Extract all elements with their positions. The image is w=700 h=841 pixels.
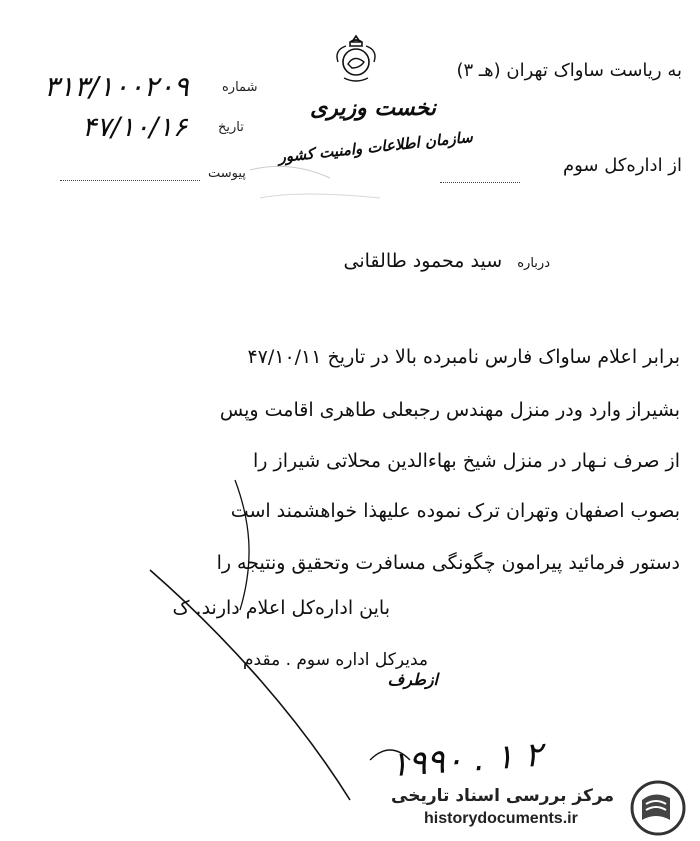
book-pages-logo-icon: [626, 778, 690, 838]
lion-and-sun-crest-icon: [330, 32, 382, 88]
from-text: از اداره‌کل سوم: [562, 155, 682, 176]
attachment-label: [208, 166, 246, 181]
watermark-title: مرکز بررسی اسناد تاریخی: [391, 786, 614, 806]
date-label-text: تاریخ: [218, 120, 244, 135]
body-line-6: باین اداره‌کل اعلام دارند. ک: [172, 597, 390, 619]
number-value-text: ۳۱۳/۱۰۰۲۰۹: [44, 70, 189, 103]
date-value-text: ۴۷/۱۰/۱۶: [82, 112, 188, 143]
org-sub-text: سازمان اطلاعات وامنیت کشور: [277, 127, 474, 167]
body-line-4: بصوب اصفهان وتهران ترک نموده علیهذا خواهشمند است: [230, 500, 680, 522]
org-name-text: نخست وزیری: [310, 96, 436, 121]
body-line-1: برابر اعلام ساواک فارس نامبرده بالا در تاریخ ۴۷/۱۰/۱۱: [247, 346, 680, 368]
date-label: [218, 120, 244, 135]
addressee-text: به ریاست ساواک تهران (هـ ۳): [456, 60, 682, 81]
attachment-underline: [60, 180, 200, 181]
number-label: [222, 80, 257, 95]
subject-line: [344, 250, 550, 272]
date-value: [82, 112, 187, 143]
subject-value: سید محمود طالقانی: [343, 250, 503, 272]
attachment-label-text: پیوست: [208, 166, 246, 181]
body-line-5: دستور فرمائید پیرامون چگونگی مسافرت وتحقیق ونتیجه را: [216, 552, 680, 574]
watermark-url: historydocuments.ir: [424, 810, 578, 827]
handwritten-footer: ۱۹۹۰ . ۱ ۲: [388, 734, 545, 786]
signature-title: مدیرکل اداره سوم . مقدم: [243, 650, 428, 670]
from-line: [563, 155, 682, 176]
org-name: [310, 96, 436, 121]
signature-annotation: ازطرف: [387, 670, 438, 689]
addressee-line: [456, 60, 682, 81]
body-line-2: بشیراز وارد ودر منزل مهندس رجبعلی طاهری اقامت وپس: [219, 399, 680, 421]
subject-label: درباره: [517, 256, 550, 271]
org-sub: [278, 128, 474, 166]
number-value: [44, 70, 189, 103]
from-underline: [440, 182, 520, 183]
body-line-3: از صرف نـهار در منزل شیخ بهاءالدین محلاتی شیراز را: [253, 450, 680, 472]
number-label-text: شماره: [222, 80, 258, 95]
